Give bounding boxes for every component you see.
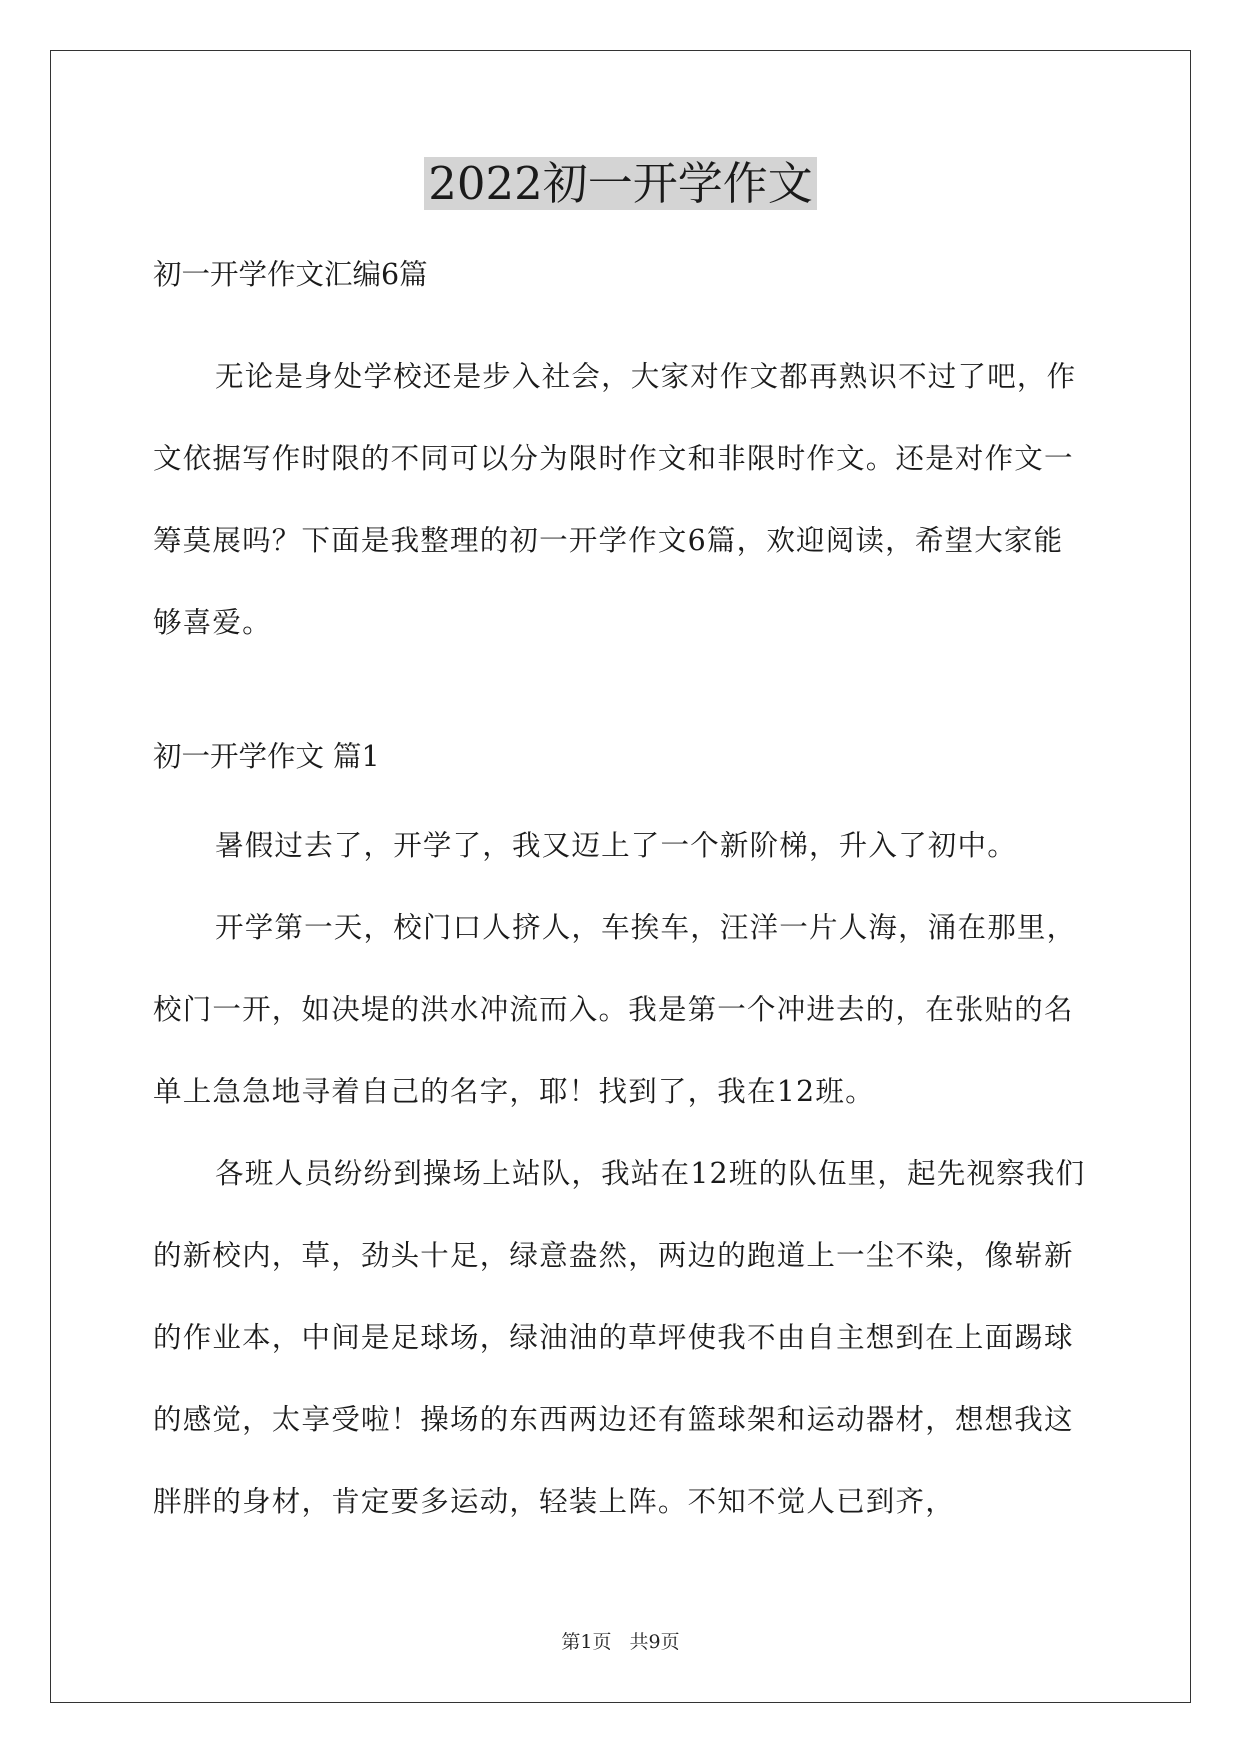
page-total: 共9页 (629, 1631, 680, 1653)
document-title (0, 152, 1241, 216)
body-paragraph-1: 暑假过去了，开学了，我又迈上了一个新阶梯，升入了初中。 (215, 829, 1017, 862)
page-number: 第1页 (561, 1631, 612, 1653)
document-body (153, 255, 1093, 1543)
section-heading: 初一开学作文 篇1 (153, 740, 380, 773)
body-paragraph-2: 开学第一天，校门口人挤人，车挨车，汪洋一片人海，涌在那里，校门一开，如决堤的洪水冲流而入。我是第一个冲进去的，在张贴的名单上急急地寻着自己的名字，耶！找到了，我在12班。 (153, 911, 1077, 1108)
document-subtitle: 初一开学作文汇编6篇 (153, 258, 428, 291)
page-footer (0, 1630, 1241, 1654)
intro-paragraph: 无论是身处学校还是步入社会，大家对作文都再熟识不过了吧，作文依据写作时限的不同可以分为限时作文和非限时作文。还是对作文一筹莫展吗？下面是我整理的初一开学作文6篇，欢迎阅读，希望大家能够喜爱。 (153, 360, 1077, 639)
document-title-text: 2022初一开学作文 (424, 157, 817, 210)
body-paragraph-3: 各班人员纷纷到操场上站队，我站在12班的队伍里，起先视察我们的新校内，草，劲头十足，绿意盎然，两边的跑道上一尘不染，像崭新的作业本，中间是足球场，绿油油的草坪使我不由自主想到在上面踢球的感觉，太享受啦！操场的东西两边还有篮球架和运动器材，想想我这胖胖的身材，肯定要多运动，轻装上阵。不知不觉人已到齐， (153, 1157, 1086, 1518)
